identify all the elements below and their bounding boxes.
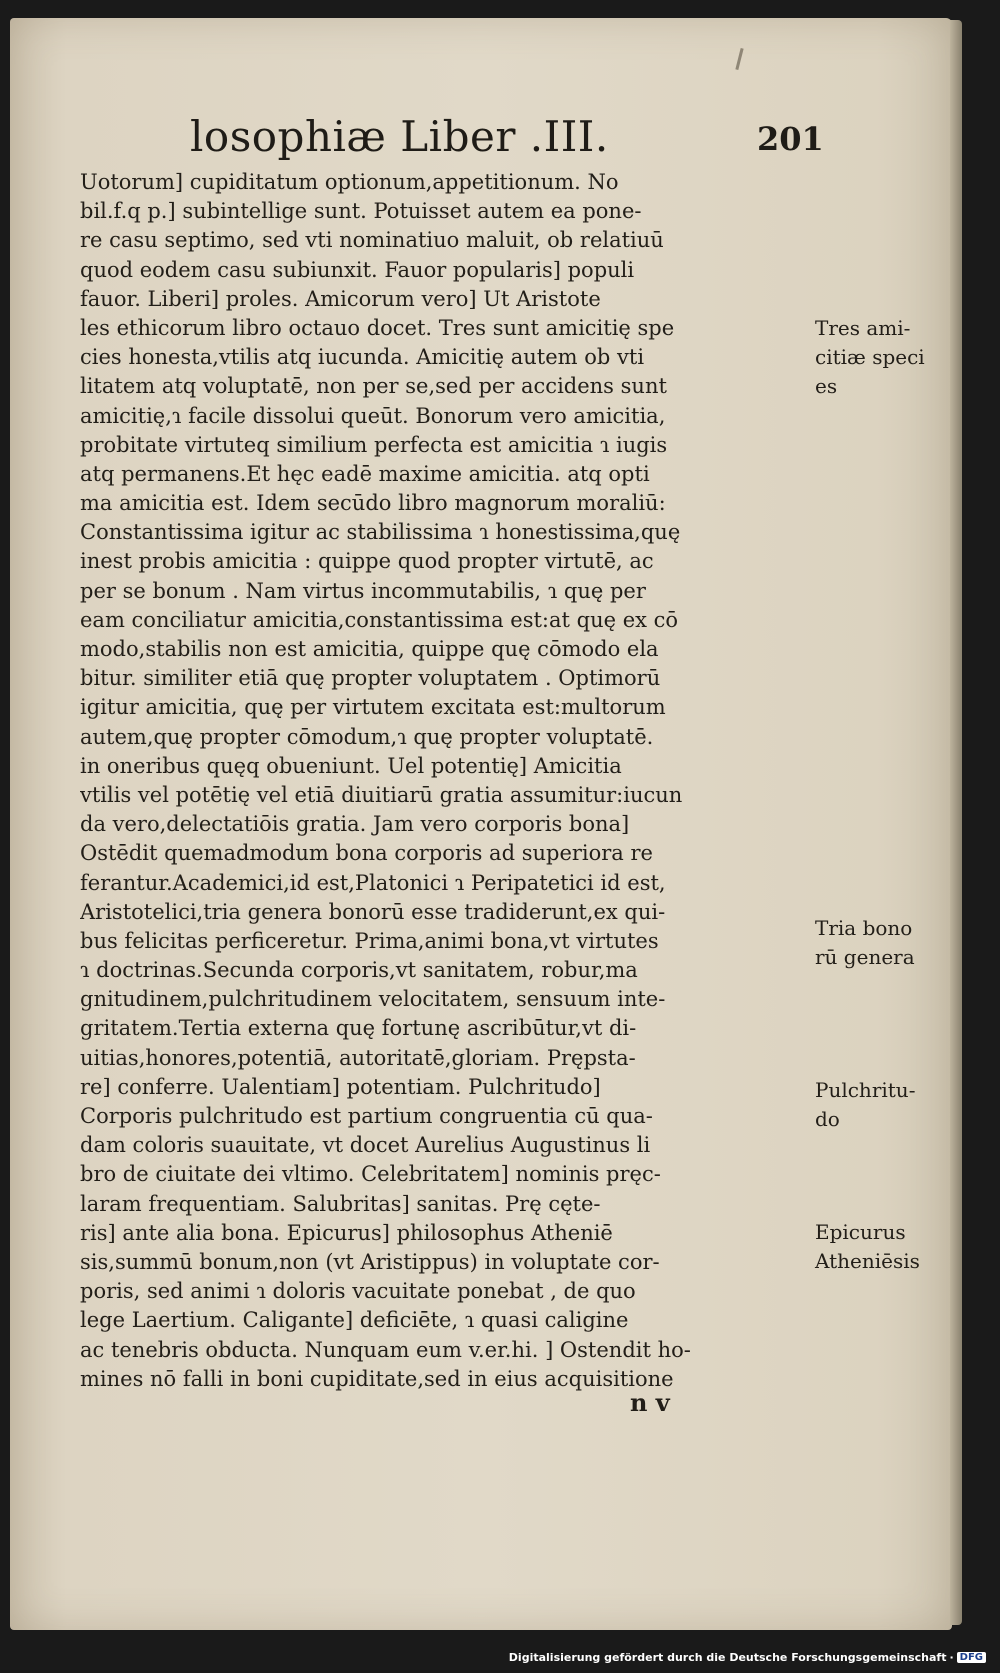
text-line: in oneribus quęq obueniunt. Uel potentię] Amicitia — [80, 753, 622, 778]
text-line: ɿ doctrinas.Secunda corporis,vt sanitatem, robur,ma — [80, 958, 638, 983]
text-line: inest probis amicitia : quippe quod propter virtutē, ac — [80, 549, 654, 574]
margin-note-epicurus — [815, 1218, 940, 1276]
text-line: eam conciliatur amicitia,constantissima est:at quę ex cō — [80, 607, 679, 632]
commentary-text — [80, 168, 815, 1394]
text-line: Aristotelici,tria genera bonorū esse tradiderunt,ex qui- — [80, 899, 666, 924]
text-line: les ethicorum libro octauo docet. Tres sunt amicitię spe — [80, 315, 675, 340]
text-line: Uotorum] cupiditatum optionum,appetitionum. No — [80, 170, 619, 194]
text-line: modo,stabilis non est amicitia, quippe quę cōmodo ela — [80, 637, 659, 661]
text-line: amicitię,ɿ facile dissolui queūt. Bonorum vero amicitia, — [80, 403, 666, 428]
text-line: gritatem.Tertia externa quę fortunę ascribūtur,vt di- — [80, 1016, 637, 1041]
text-line: Ostēdit quemadmodum bona corporis ad superiora re — [80, 841, 653, 866]
margin-note-line: citiæ speci — [815, 345, 925, 369]
text-line: fauor. Liberi] proles. Amicorum vero] Ut Aristote — [80, 286, 601, 311]
text-line: bil.f.q p.] subintellige sunt. Potuisset autem ea pone- — [80, 199, 642, 224]
page-number: 201 — [757, 120, 824, 158]
credit-text: Digitalisierung gefördert durch die Deutsche Forschungsgemeinschaft — [508, 1651, 947, 1664]
margin-note-line: rū genera — [815, 945, 915, 969]
text-line: atq permanens.Et hęc eadē maxime amicitia. atq opti — [80, 461, 650, 486]
running-head: losophiæ Liber .III. — [190, 112, 609, 161]
text-line: ma amicitia est. Idem secūdo libro magnorum moraliū: — [80, 491, 666, 516]
text-line: Constantissima igitur ac stabilissima ɿ honestissima,quę — [80, 520, 681, 545]
text-line: laram frequentiam. Salubritas] sanitas. Prę cęte- — [80, 1191, 601, 1216]
text-line: per se bonum . Nam virtus incommutabilis, ɿ quę per — [80, 578, 646, 603]
text-line: Corporis pulchritudo est partium congruentia cū qua- — [80, 1104, 653, 1128]
text-line: gnitudinem,pulchritudinem velocitatem, sensuum inte- — [80, 987, 666, 1012]
text-line: dam coloris suauitate, vt docet Aurelius Augustinus li — [80, 1133, 651, 1158]
text-line: poris, sed animi ɿ doloris vacuitate ponebat , de quo — [80, 1279, 636, 1304]
margin-note-line: es — [815, 374, 838, 398]
margin-note-line: Tria bono — [815, 916, 913, 940]
text-line: ris] ante alia bona. Epicurus] philosophus Atheniē — [80, 1220, 613, 1245]
text-line: da vero,delectatiōis gratia. Jam vero corporis bona] — [80, 812, 630, 837]
margin-note-pulchritudo — [815, 1076, 940, 1134]
text-line: sis,summū bonum,non (vt Aristippus) in voluptate cor- — [80, 1249, 660, 1274]
margin-note-line: Tres ami- — [815, 316, 911, 340]
margin-note-line: do — [815, 1107, 840, 1131]
text-line: probitate virtuteq similium perfecta est amicitia ɿ iugis — [80, 432, 668, 457]
text-line: lege Laertium. Caligante] deficiēte, ɿ quasi caligine — [80, 1308, 629, 1333]
text-line: igitur amicitia, quę per virtutem excitata est:multorum — [80, 695, 666, 720]
text-line: uitias,honores,potentiā, autoritatē,gloriam. Prępsta- — [80, 1045, 636, 1070]
text-line: mines nō falli in boni cupiditate,sed in eius acquisitione — [80, 1366, 674, 1391]
text-line: cies honesta,vtilis atq iucunda. Amicitię autem ob vti — [80, 345, 645, 370]
margin-note-tres-amicitiae — [815, 314, 940, 401]
margin-note-line: Pulchritu- — [815, 1078, 916, 1102]
text-line: bus felicitas perficeretur. Prima,animi bona,vt virtutes — [80, 928, 659, 953]
text-line: vtilis vel potētię vel etiā diuitiarū gratia assumitur:iucun — [80, 782, 683, 807]
page-edge — [950, 20, 962, 1625]
signature-mark: n v — [630, 1388, 670, 1417]
text-line: autem,quę propter cōmodum,ɿ quę propter voluptatē. — [80, 724, 654, 749]
margin-note-tria-bonorum — [815, 914, 940, 972]
margin-note-line: Epicurus — [815, 1220, 906, 1244]
text-line: ferantur.Academici,id est,Platonici ɿ Peripatetici id est, — [80, 870, 666, 895]
digitization-credit: Digitalisierung gefördert durch die Deutsche Forschungsgemeinschaft · DFG — [509, 1651, 986, 1664]
text-line: litatem atq voluptatē, non per se,sed per accidens sunt — [80, 374, 667, 399]
text-line: ac tenebris obducta. Nunquam eum v.er.hi. ] Ostendit ho- — [80, 1337, 691, 1362]
dfg-logo: DFG — [957, 1652, 986, 1663]
text-line: quod eodem casu subiunxit. Fauor popularis] populi — [80, 257, 635, 282]
margin-note-line: Atheniēsis — [815, 1249, 920, 1273]
text-line: bro de ciuitate dei vltimo. Celebritatem] nominis pręc- — [80, 1162, 661, 1187]
text-line: re] conferre. Ualentiam] potentiam. Pulchritudo] — [80, 1074, 601, 1099]
text-line: bitur. similiter etiā quę propter voluptatem . Optimorū — [80, 666, 661, 691]
text-line: re casu septimo, sed vti nominatiuo maluit, ob relatiuū — [80, 228, 664, 253]
